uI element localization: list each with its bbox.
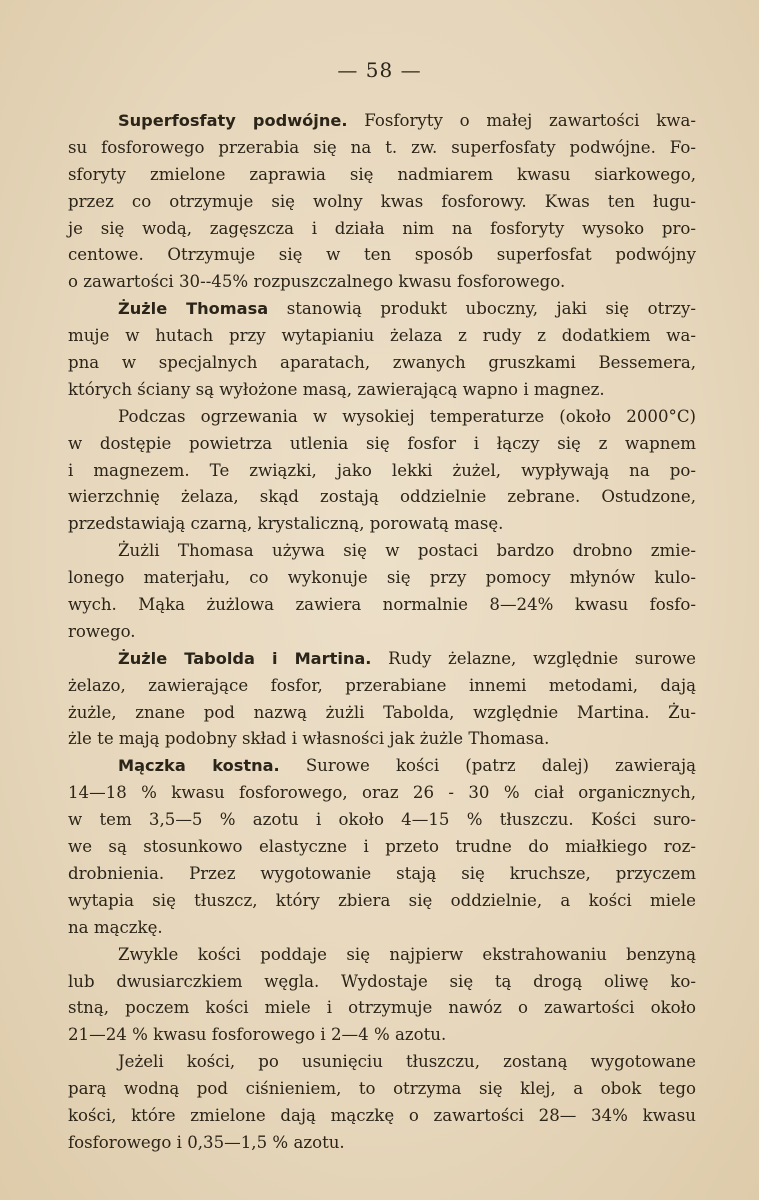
section-heading: Superfosfaty podwójne. <box>118 111 348 130</box>
line-text: we są stosunkowo elastyczne i przeto trudne do miałkiego roz- <box>68 837 696 857</box>
section-heading: Żużle Tabolda i Martina. <box>118 648 372 668</box>
section-heading: Żużle Thomasa <box>118 299 269 319</box>
text-line <box>68 323 696 350</box>
text-line <box>68 135 696 162</box>
text-line <box>68 700 696 727</box>
text-line <box>68 484 696 511</box>
text-line <box>68 538 696 565</box>
text-line <box>68 1130 696 1157</box>
text-line <box>68 592 696 619</box>
line-text: przedstawiają czarną, krystaliczną, porowatą masę. <box>68 514 504 534</box>
line-text: o zawartości 30--45% rozpuszczalnego kwasu fosforowego. <box>68 272 566 292</box>
line-text: drobnienia. Przez wygotowanie stają się kruchsze, przyczem <box>68 863 696 883</box>
text-line <box>68 1022 696 1049</box>
text-line <box>68 242 696 269</box>
line-text: sforyty zmielone zaprawia się nadmiarem kwasu siarkowego, <box>68 164 696 184</box>
line-text: przez co otrzymuje się wolny kwas fosforowy. Kwas ten ługu- <box>68 191 696 211</box>
line-text: kości, które zmielone dają mączkę o zawartości 28— 34% kwasu <box>68 1105 696 1125</box>
text-line <box>68 404 696 431</box>
text-line <box>68 269 696 296</box>
text-line <box>68 1076 696 1103</box>
text-line <box>68 753 696 780</box>
text-line <box>68 350 696 377</box>
line-text: na mączkę. <box>68 917 163 937</box>
line-text: których ściany są wyłożone masą, zawierającą wapno i magnez. <box>68 379 605 399</box>
line-text: lub dwusiarczkiem węgla. Wydostaje się tą drogą oliwę ko- <box>68 971 696 991</box>
text-line <box>68 108 696 135</box>
text-line <box>68 619 696 646</box>
line-text: i magnezem. Te związki, jako lekki żużel, wypływają na po- <box>68 460 696 480</box>
text-line <box>68 673 696 700</box>
line-text: fosforowego i 0,35—1,5 % azotu. <box>68 1132 345 1152</box>
line-text: pna w specjalnych aparatach, zwanych gruszkami Bessemera, <box>68 353 696 373</box>
line-text: stanowią produkt uboczny, jaki się otrzy- <box>268 299 696 319</box>
line-text: wytapia się tłuszcz, który zbiera się oddzielnie, a kości miele <box>68 890 696 910</box>
text-line <box>68 565 696 592</box>
text-line <box>68 888 696 915</box>
line-text: w tem 3,5—5 % azotu i około 4—15 % tłuszczu. Kości suro- <box>68 810 696 830</box>
page-number: — 58 — <box>337 58 422 82</box>
text-line <box>68 296 696 323</box>
line-text: Surowe kości (patrz dalej) zawierają <box>279 756 696 776</box>
text-line <box>68 216 696 243</box>
line-text: rowego. <box>68 621 136 641</box>
text-line <box>68 189 696 216</box>
line-text: Podczas ogrzewania w wysokiej temperaturze (około 2000°C) <box>118 406 696 426</box>
line-text: su fosforowego przerabia się na t. zw. superfosfaty podwójne. Fo- <box>68 137 696 157</box>
line-text: Żużli Thomasa używa się w postaci bardzo drobno zmie- <box>118 541 696 561</box>
text-line <box>68 995 696 1022</box>
text-line <box>68 1103 696 1130</box>
line-text: Jeżeli kości, po usunięciu tłuszczu, zostaną wygotowane <box>118 1052 696 1072</box>
text-line <box>68 861 696 888</box>
line-text: stną, poczem kości miele i otrzymuje nawóz o zawartości około <box>68 998 696 1018</box>
text-line <box>68 915 696 942</box>
line-text: centowe. Otrzymuje się w ten sposób superfosfat podwójny <box>68 245 696 265</box>
line-text: wierzchnię żelaza, skąd zostają oddzielnie zebrane. Ostudzone, <box>68 487 696 507</box>
line-text: parą wodną pod ciśnieniem, to otrzyma się klej, a obok tego <box>68 1079 696 1099</box>
line-text: żelazo, zawierające fosfor, przerabiane innemi metodami, dają <box>68 675 696 695</box>
text-line <box>68 780 696 807</box>
line-text: lonego materjału, co wykonuje się przy pomocy młynów kulo- <box>68 568 696 588</box>
body-text <box>68 108 696 1157</box>
line-text: Fosforyty o małej zawartości kwa- <box>347 111 696 130</box>
text-line <box>68 969 696 996</box>
line-text: wych. Mąka żużlowa zawiera normalnie 8—24% kwasu fosfo- <box>68 595 696 615</box>
text-line <box>68 807 696 834</box>
line-text: Zwykle kości poddaje się najpierw ekstrahowaniu benzyną <box>118 944 696 964</box>
line-text: muje w hutach przy wytapianiu żelaza z rudy z dodatkiem wa- <box>68 326 696 346</box>
text-line <box>68 1049 696 1076</box>
line-text: w dostępie powietrza utlenia się fosfor i łączy się z wapnem <box>68 433 696 453</box>
text-line <box>68 834 696 861</box>
text-line <box>68 726 696 753</box>
line-text: je się wodą, zagęszcza i działa nim na fosforyty wysoko pro- <box>68 218 696 238</box>
text-line <box>68 162 696 189</box>
line-text: 21—24 % kwasu fosforowego i 2—4 % azotu. <box>68 1025 447 1045</box>
text-line <box>68 942 696 969</box>
text-line <box>68 431 696 458</box>
section-heading: Mączka kostna. <box>118 756 280 776</box>
text-line <box>68 646 696 673</box>
text-line <box>68 511 696 538</box>
line-text: 14—18 % kwasu fosforowego, oraz 26 - 30 % ciał organicznych, <box>68 783 696 803</box>
line-text: żużle, znane pod nazwą żużli Tabolda, względnie Martina. Żu- <box>68 702 696 722</box>
text-line <box>68 458 696 485</box>
line-text: Rudy żelazne, względnie surowe <box>371 648 696 668</box>
text-line <box>68 377 696 404</box>
line-text: żle te mają podobny skład i własności jak żużle Thomasa. <box>68 729 550 749</box>
